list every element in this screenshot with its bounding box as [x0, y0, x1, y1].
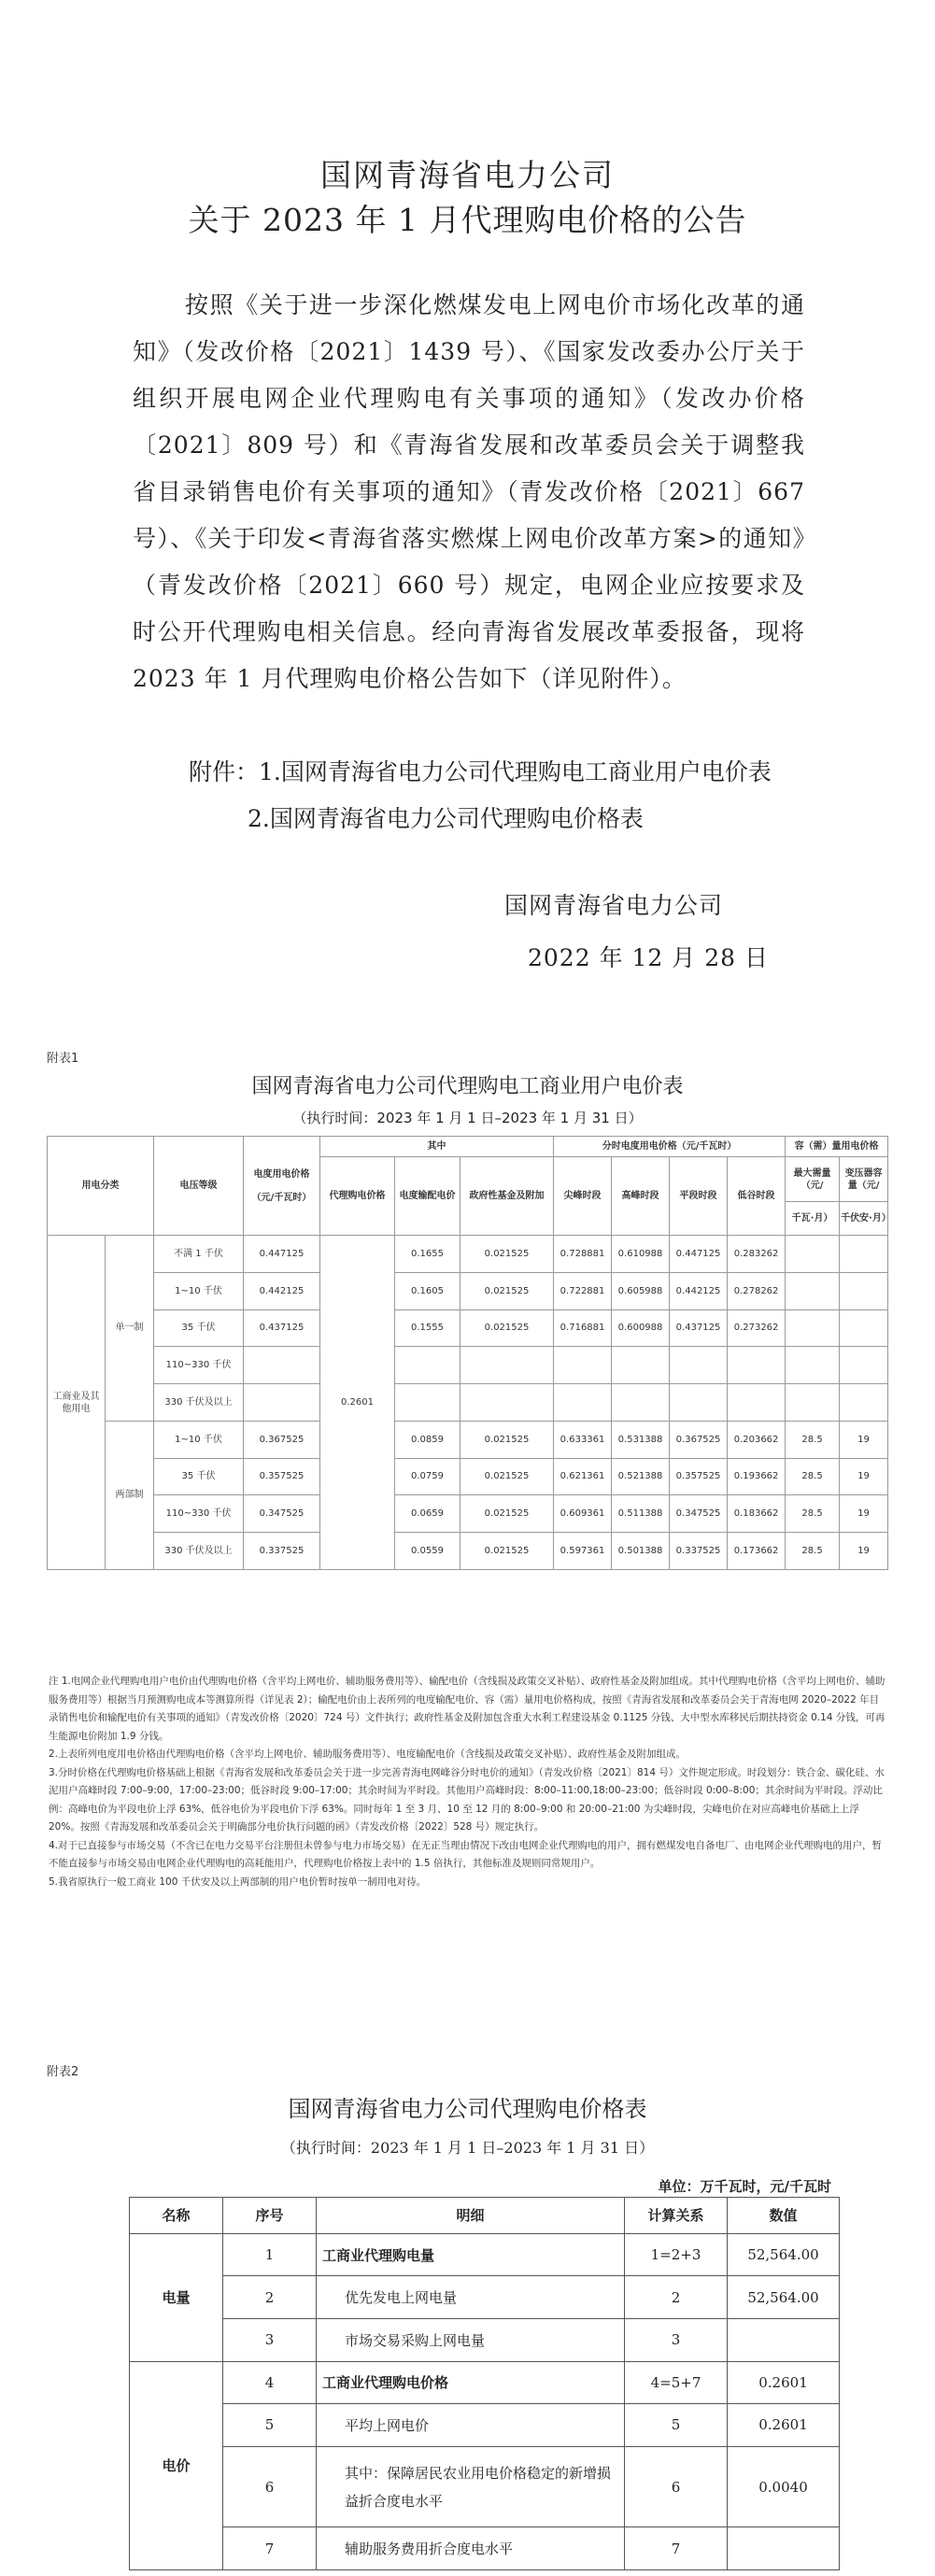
table-row: 电价 4 工商业代理购电价格 4=5+7 0.2601 — [130, 2361, 840, 2404]
notice-title-org: 国网青海省电力公司 — [320, 157, 615, 193]
table2 — [129, 2197, 840, 2570]
table1-period: （执行时间：2023 年 1 月 1 日–2023 年 1 月 31 日） — [292, 1110, 643, 1126]
table-row: 35 千伏 0.437125 0.1555 0.021525 0.716881 0.600988 0.437125 0.273262 — [48, 1309, 888, 1347]
th-max-demand-unit: 千瓦·月） — [786, 1202, 840, 1236]
table2-period: （执行时间：2023 年 1 月 1 日–2023 年 1 月 31 日） — [280, 2139, 655, 2157]
attachment-1: 附件：1.国网青海省电力公司代理购电工商业用户电价表 — [189, 758, 772, 786]
th-voltage: 电压等级 — [154, 1137, 244, 1236]
attachment-2: 2.国网青海省电力公司代理购电价格表 — [248, 805, 644, 832]
table-row: 5 平均上网电价 5 0.2601 — [130, 2404, 840, 2447]
th-flat: 平段时段 — [670, 1157, 728, 1236]
th-transmission: 电度输配电价 — [395, 1157, 460, 1236]
table1 — [47, 1136, 891, 1570]
category-cell: 工商业及其他用电 — [48, 1236, 106, 1570]
table2-title: 国网青海省电力公司代理购电价格表 — [288, 2096, 647, 2122]
th-of-which: 其中 — [320, 1137, 554, 1157]
th-transformer-unit: 千伏安·月） — [840, 1202, 888, 1236]
th-tou: 分时电度用电价格（元/千瓦时） — [554, 1137, 786, 1157]
th-calc: 计算关系 — [625, 2198, 728, 2234]
table-row: 110~330 千伏 0.347525 0.0659 0.021525 0.609361 0.511388 0.347525 0.183662 28.5 19 — [48, 1495, 888, 1533]
table-row: 2 优先发电上网电量 2 52,564.00 — [130, 2276, 840, 2319]
notice-body: 按照《关于进一步深化燃煤发电上网电价市场化改革的通知》（发改价格〔2021〕1439 号）、《国家发改委办公厅关于组织开展电网企业代理购电有关事项的通知》（发改办价格〔2021〕809 号）和《青海省发展和改革委员会关于调整我省目录销售电价有关事项的通知》（青发改价格〔2021〕667 号）、《关于印发<青海省落实燃煤上网电价改革方案>的通知》（青发改价格〔2021〕660 号）规定，电网企业应按要求及时公开代理购电相关信息。经向青海省发展改革委报备，现将 2023 年 1 月代理购电价格公告如下（详见附件）。 — [133, 291, 805, 692]
th-name: 名称 — [130, 2198, 223, 2234]
th-detail: 明细 — [317, 2198, 625, 2234]
th-valley: 低谷时段 — [728, 1157, 786, 1236]
th-seq: 序号 — [223, 2198, 317, 2234]
note-4: 4.对于已直接参与市场交易（不含已在电力交易平台注册但未曾参与电力市场交易）在无正当理由情况下改由电网企业代理购电的用户，拥有燃煤发电自备电厂、由电网企业代理购电的用户，暂不能直接参与市场交易由电网企业代理购电的高耗能用户，代理购电价格按上表中的 1.5 倍执行，其他标准及规则同常规用户。 — [49, 1839, 883, 1869]
th-max-demand: 最大需量（元/ — [786, 1157, 840, 1202]
table-row: 110~330 千伏 — [48, 1347, 888, 1384]
th-peak: 高峰时段 — [612, 1157, 670, 1236]
table-row: 3 市场交易采购上网电量 3 — [130, 2318, 840, 2361]
note-5: 5.我省原执行一般工商业 100 千伏安及以上两部制的用户电价暂时按单一制用电对待。 — [49, 1875, 427, 1888]
th-fund: 政府性基金及附加 — [460, 1157, 554, 1236]
single-system-cell: 单一制 — [106, 1236, 154, 1422]
table1-notes — [49, 1673, 885, 1891]
table1-title: 国网青海省电力公司代理购电工商业用户电价表 — [251, 1075, 684, 1098]
notice-title: 关于 2023 年 1 月代理购电价格的公告 — [188, 202, 747, 238]
group-price: 电价 — [130, 2361, 223, 2569]
th-value: 数值 — [728, 2198, 840, 2234]
th-price: 电度用电价格 （元/千瓦时） — [244, 1137, 320, 1236]
note-2: 2.上表所列电度用电价格由代理购电价格（含平均上网电价、辅助服务费用等）、电度输配电价（含线损及政策交叉补贴）、政府性基金及附加组成。 — [49, 1748, 687, 1760]
table-row: 6 其中：保障居民农业用电价格稳定的新增损益折合度电水平 6 0.0040 — [130, 2446, 840, 2527]
table2-unit: 单位：万千瓦时，元/千瓦时 — [658, 2178, 831, 2195]
th-sharp: 尖峰时段 — [554, 1157, 612, 1236]
signature-date: 2022 年 12 月 28 日 — [528, 944, 769, 971]
th-category: 用电分类 — [48, 1137, 154, 1236]
note-1: 注 1.电网企业代理购电用户电价由代理购电价格（含平均上网电价、辅助服务费用等）、输配电价（含线损及政策交叉补贴）、政府性基金及附加组成。其中代理购电价格（含平均上网电价、辅助服务费用等）根据当月预测购电成本等测算所得（详见表 2）；输配电价由上表所列的电度输配电价、容（需）量用电价格构成，按照《青海省发展和改革委员会关于青海电网 2020–2022 年目录销售电价和输配电价有关事项的通知》（青发改价格〔2020〕724 号）文件执行；政府性基金及附加包含重大水利工程建设基金 0.1125 分钱、大中型水库移民后期扶持资金 0.14 分钱，可再生能源电价附加 1.9 分钱。 — [49, 1676, 885, 1742]
agent-price-cell: 0.2601 — [320, 1236, 395, 1570]
table-row: 电量 1 工商业代理购电量 1=2+3 52,564.00 — [130, 2233, 840, 2276]
table-row: 两部制 1~10 千伏 0.367525 0.0859 0.021525 0.633361 0.531388 0.367525 0.203662 28.5 19 — [48, 1421, 888, 1458]
table-row: 35 千伏 0.357525 0.0759 0.021525 0.621361 0.521388 0.357525 0.193662 28.5 19 — [48, 1458, 888, 1495]
table2-label: 附表2 — [47, 2065, 79, 2079]
table-row: 1~10 千伏 0.442125 0.1605 0.021525 0.722881 0.605988 0.442125 0.278262 — [48, 1272, 888, 1309]
th-transformer: 变压器容量（元/ — [840, 1157, 888, 1202]
table1-label: 附表1 — [47, 1052, 79, 1066]
table-row: 7 辅助服务费用折合度电水平 7 — [130, 2527, 840, 2570]
two-part-system-cell: 两部制 — [106, 1421, 154, 1569]
table-row: 工商业及其他用电 单一制 不满 1 千伏 0.447125 0.2601 0.1655 0.021525 0.728881 0.610988 0.447125 0.283262 — [48, 1236, 888, 1273]
table-row: 330 千伏及以上 0.337525 0.0559 0.021525 0.597361 0.501388 0.337525 0.173662 28.5 19 — [48, 1533, 888, 1570]
th-agent-price: 代理购电价格 — [320, 1157, 395, 1236]
group-energy: 电量 — [130, 2233, 223, 2361]
signature-org: 国网青海省电力公司 — [504, 892, 724, 919]
table-row: 330 千伏及以上 — [48, 1384, 888, 1422]
th-capacity: 容（需）量用电价格 — [786, 1137, 888, 1157]
note-3: 3.分时价格在代理购电价格基础上根据《青海省发展和改革委员会关于进一步完善青海电网峰谷分时电价的通知》（青发改价格〔2021〕814 号）文件规定形成。时段划分：铁合金、碳化硅、水泥用户高峰时段 7:00–9:00，17:00–23:00；低谷时段 9:00–17:00；其余时间为平时段。其他用户高峰时段：8:00–11:00,18:00–23:00；低谷时段 0:00–8:00；其余时间为平时段。浮动比例：高峰电价为平段电价上浮 63%，低谷电价为平段电价下浮 63%。同时每年 1 至 3 月、10 至 12 月的 8:00–9:00 和 20:00–21:00 为尖峰时段，尖峰电价在对应高峰电价基础上上浮 20%。按照《青海发展和改革委员会关于明确部分电价执行问题的函》（青发改价格〔2022〕528 号）规定执行。 — [49, 1766, 885, 1833]
